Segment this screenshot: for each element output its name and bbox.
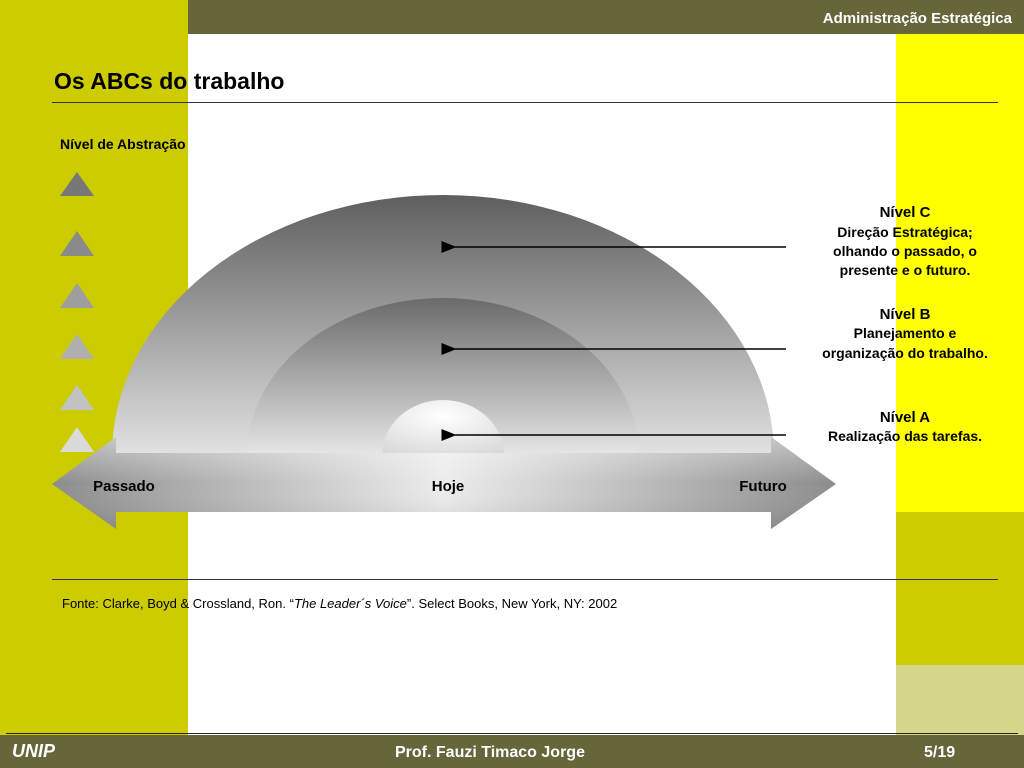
abstraction-level-label: Nível de Abstração (60, 136, 186, 152)
triangle-icon (60, 283, 94, 308)
source-prefix: Fonte: Clarke, Boyd & Crossland, Ron. “ (62, 596, 294, 611)
level-b-line: Planejamento e (853, 325, 957, 341)
triangle-icon (60, 231, 94, 256)
level-c-line: Direção Estratégica; (837, 224, 973, 240)
level-c-line: presente e o futuro. (839, 262, 971, 278)
level-a-line: Realização das tarefas. (827, 428, 983, 444)
slide-title: Os ABCs do trabalho (54, 68, 285, 94)
level-c-name: Nível C (879, 204, 931, 221)
source-citation (62, 596, 617, 611)
triangle-icon (60, 172, 94, 196)
header-title: Administração Estratégica (822, 10, 1012, 27)
footer-author: Prof. Fauzi Timaco Jorge (395, 744, 585, 761)
triangle-icon (60, 385, 94, 410)
level-b-name: Nível B (879, 306, 931, 323)
source-book-title: The Leader´s Voice (293, 596, 407, 611)
page-number: 5/19 (924, 744, 956, 761)
level-b-description (822, 306, 988, 361)
level-a-name: Nível A (879, 409, 931, 426)
level-b-line: organização do trabalho. (822, 345, 988, 361)
source-divider (52, 579, 998, 580)
level-c-description (833, 204, 977, 278)
timeline-today-label: Hoje (431, 478, 465, 495)
source-suffix: ”. Select Books, New York, NY: 2002 (406, 596, 618, 611)
footer-divider (6, 733, 1018, 734)
triangle-icon (60, 334, 94, 359)
timeline-past-label: Passado (93, 478, 155, 495)
timeline-future-label: Futuro (739, 478, 787, 495)
triangle-icon (60, 427, 94, 452)
footer-logo: UNIP (12, 741, 56, 761)
level-c-line: olhando o passado, o (833, 243, 977, 259)
level-a-description (828, 409, 982, 444)
abstraction-scale (60, 172, 94, 452)
